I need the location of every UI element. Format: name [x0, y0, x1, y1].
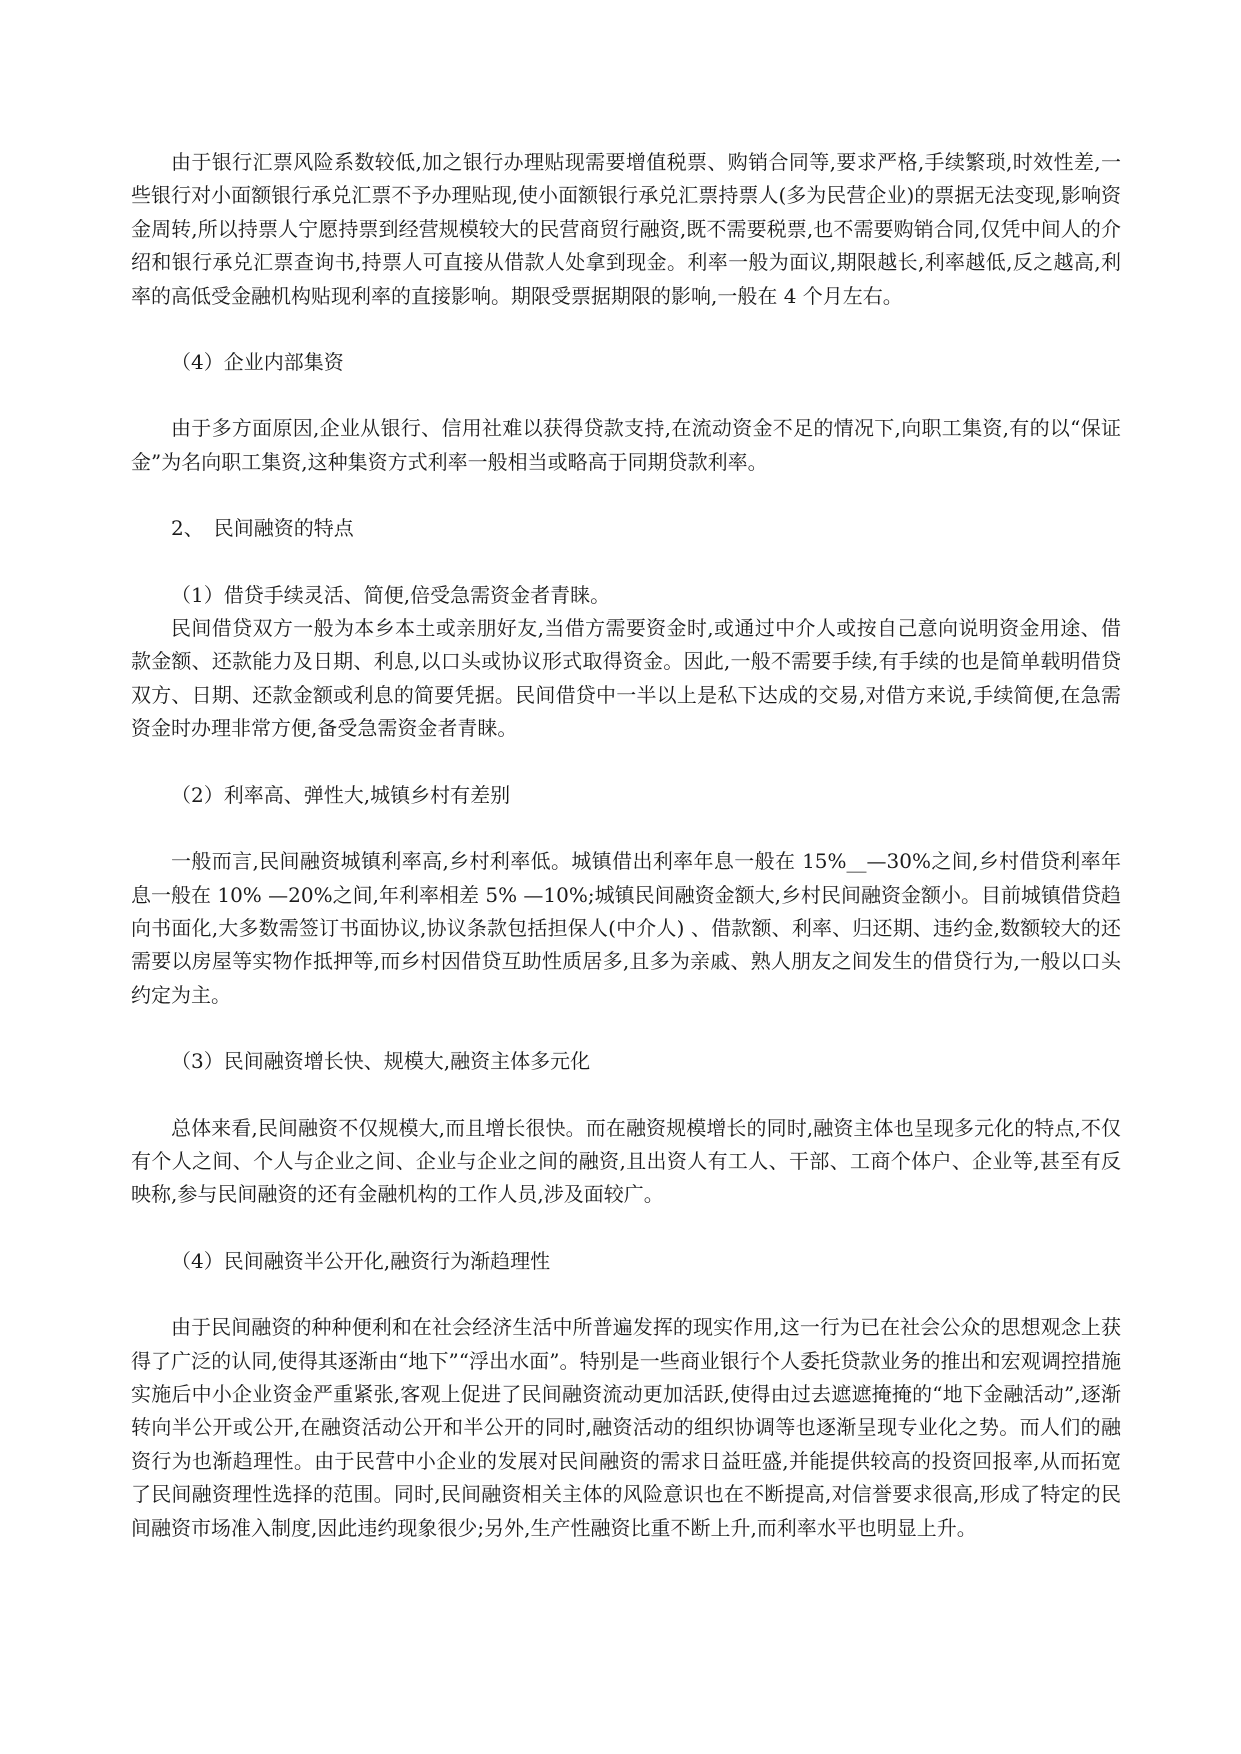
paragraph-internal-fundraising: 由于多方面原因,企业从银行、信用社难以获得贷款支持,在流动资金不足的情况下,向职工集资,有的以“保证金”为名向职工集资,这种集资方式利率一般相当或略高于同期贷款利率。: [131, 416, 1121, 474]
paragraph-semi-public: 由于民间融资的种种便利和在社会经济生活中所普遍发挥的现实作用,这一行为已在社会公众的思想观念上获得了广泛的认同,使得其逐渐由“地下”“浮出水面”。特别是一些商业银行个人委托贷款业务的推出和宏观调控措施实施后中小企业资金严重紧张,客观上促进了民间融资流动更加活跃,使得由过去遮遮掩掩的“地下金融活动”,逐渐转向半公开或公开,在融资活动公开和半公开的同时,融资活动的组织协调等也逐渐呈现专业化之势。而人们的融资行为也渐趋理性。由于民营中小企业的发展对民间融资的需求日益旺盛,并能提供较高的投资回报率,从而拓宽了民间融资理性选择的范围。同时,民间融资相关主体的风险意识也在不断提高,对信誉要求很高,形成了特定的民间融资市场准入制度,因此违约现象很少;另外,生产性融资比重不断上升,而利率水平也明显上升。: [131, 1315, 1121, 1540]
document-page: [131, 146, 1121, 1545]
heading-section-2: 2、 民间融资的特点: [171, 516, 354, 541]
heading-growth-scale: （3）民间融资增长快、规模大,融资主体多元化: [171, 1049, 591, 1074]
heading-semi-public: （4）民间融资半公开化,融资行为渐趋理性: [171, 1248, 551, 1273]
paragraph-interest-rates: 一般而言,民间融资城镇利率高,乡村利率低。城镇借出利率年息一般在 15%__—30%之间,乡村借贷利率年息一般在 10% —20%之间,年利率相差 5% —10%;城镇民间融资金额大,乡村民间融资金额小。目前城镇借贷趋向书面化,大多数需签订书面协议,协议条款包括担保人(中介人) 、借款额、利率、归还期、违约金,数额较大的还需要以房屋等实物作抵押等,而乡村因借贷互助性质居多,且多为亲戚、熟人朋友之间发生的借贷行为,一般以口头约定为主。: [131, 849, 1121, 1007]
paragraph-bill-discount: 由于银行汇票风险系数较低,加之银行办理贴现需要增值税票、购销合同等,要求严格,手续繁琐,时效性差,一些银行对小面额银行承兑汇票不予办理贴现,使小面额银行承兑汇票持票人(多为民营企业)的票据无法变现,影响资金周转,所以持票人宁愿持票到经营规模较大的民营商贸行融资,既不需要税票,也不需要购销合同,仅凭中间人的介绍和银行承兑汇票查询书,持票人可直接从借款人处拿到现金。利率一般为面议,期限越长,利率越低,反之越高,利率的高低受金融机构贴现利率的直接影响。期限受票据期限的影响,一般在 4 个月左右。: [131, 150, 1121, 308]
heading-internal-fundraising: （4）企业内部集资: [171, 350, 344, 375]
heading-flexible-procedures: （1）借贷手续灵活、简便,倍受急需资金者青睐。: [171, 582, 611, 607]
paragraph-growth-scale: 总体来看,民间融资不仅规模大,而且增长很快。而在融资规模增长的同时,融资主体也呈现多元化的特点,不仅有个人之间、个人与企业之间、企业与企业之间的融资,且出资人有工人、干部、工商个体户、企业等,甚至有反映称,参与民间融资的还有金融机构的工作人员,涉及面较广。: [131, 1115, 1121, 1207]
heading-interest-rates: （2）利率高、弹性大,城镇乡村有差别: [171, 782, 511, 807]
paragraph-flexible-procedures: 民间借贷双方一般为本乡本土或亲朋好友,当借方需要资金时,或通过中介人或按自己意向说明资金用途、借款金额、还款能力及日期、利息,以口头或协议形式取得资金。因此,一般不需要手续,有手续的也是简单载明借贷双方、日期、还款金额或利息的简要凭据。民间借贷中一半以上是私下达成的交易,对借方来说,手续简便,在急需资金时办理非常方便,备受急需资金者青睐。: [131, 616, 1121, 741]
